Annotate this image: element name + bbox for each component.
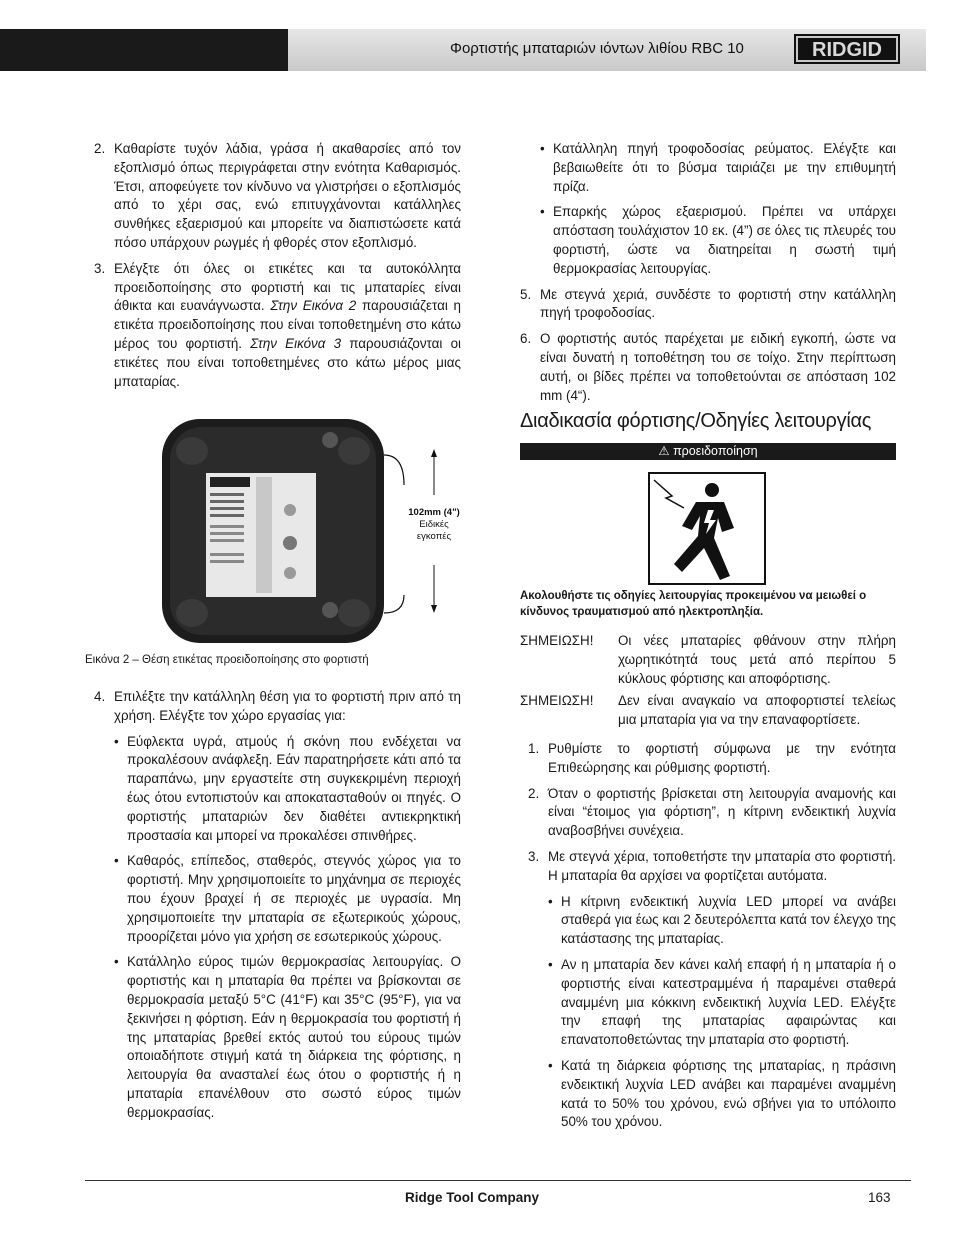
header-black-band: [0, 29, 288, 71]
warning-icon: ⚠: [658, 444, 670, 458]
list-item: 3. Ελέγξτε ότι όλες οι ετικέτες και τα αυτοκόλλητα προειδοποίησης στο φορτιστή και τις μπαταρίες είναι άθικτα και ευανάγνωστα. Στην Εικόνα 2 παρουσιάζεται η ετικέτα προειδοποίησης που είναι τοποθετημένη στο κάτω μέρος του φορτιστή. Στην Εικόνα 3 παρουσιάζονται οι ετικέτες που είναι τοποθετημένες στο κάτω μέρος μιας μπαταρίας.: [94, 260, 461, 389]
list-item: 6. Ο φορτιστής αυτός παρέχεται με ειδική εγκοπή, ώστε να είναι δυνατή η τοποθέτηση του σε τοίχο. Στην περίπτωση αυτή, οι βίδες πρέπει να τοποθετούνται σε απόσταση 102 mm (4“).: [520, 331, 896, 403]
slot-label: εγκοπές: [416, 531, 452, 542]
list-item: 3. Με στεγνά χέρια, τοποθετήστε την μπαταρία στο φορτιστή. Η μπαταρία θα αρχίσει να φορτίζεται αυτόματα.: [528, 848, 896, 883]
figure-caption: Εικόνα 2 – Θέση ετικέτας προειδοποίησης στο φορτιστή: [85, 654, 369, 666]
warning-text: Ακολουθήστε τις οδηγίες λειτουργίας προκειμένου να μειωθεί ο κίνδυνος τραυματισμού από ηλεκτροπληξία.: [520, 590, 867, 618]
bullet-item: • Η κίτρινη ενδεικτική λυχνία LED μπορεί να ανάβει σταθερά για έως και 2 δευτερόλεπτα κατά τον έλεγχο της κατάστασης της μπαταρίας.: [548, 893, 896, 947]
list-item: 1. Ρυθμίστε το φορτιστή σύμφωνα με την ενότητα Επιθεώρησης και ρύθμισης φορτιστή.: [528, 740, 896, 775]
bullet-item: • Αν η μπαταρία δεν κάνει καλή επαφή ή η μπαταρία ή ο φορτιστής είναι κατεστραμμένα ή παραμένει σταθερά αναμμένη μια κόκκινη ενδεικτική λυχνία LED. Ελέγξτε την επαφή της μπαταρίας αφαιρώντας και επανατοποθετώντας την μπαταρία στο φορτιστή.: [548, 956, 896, 1048]
section-title: Διαδικασία φόρτισης/Οδηγίες λειτουργίας: [520, 410, 872, 432]
bullet-item: • Καθαρός, επίπεδος, σταθερός, στεγνός χώρος για το φορτιστή. Μην χρησιμοποιείτε το μηχάνημα σε περιοχές που έχουν βραχεί ή σε περιοχές με υγρασία. Μη χρησιμοποιείτε την μπαταρία σε εξωτερικούς χώρους, προορίζεται μόνο για χρήση σε εσωτερικούς χώρους.: [114, 853, 461, 944]
left-column-lower: [94, 688, 461, 1130]
bullet-list: [114, 733, 461, 1123]
list-item: 2. Όταν ο φορτιστής βρίσκεται στη λειτουργία αναμονής και είναι “έτοιμος για φόρτιση”, η κίτρινη ενδεικτική λυχνία αναβοσβήνει συνέχεια.: [528, 785, 896, 839]
bullet-list: [548, 893, 896, 1133]
electric-shock-icon: [648, 472, 766, 585]
page-number: 163: [868, 1190, 891, 1205]
slot-label: Ειδικές: [419, 519, 449, 530]
note: ΣΗΜΕΙΩΣΗ! Δεν είναι αναγκαίο να αποφορτιστεί τελείως μια μπαταρία για να την επαναφορτίσετε.: [520, 693, 896, 728]
bullet-list: [540, 140, 896, 279]
footer-rule: [85, 1180, 911, 1181]
right-column: [520, 140, 896, 412]
bullet-item: • Κατά τη διάρκεια φόρτισης της μπαταρίας, η πράσινη ενδεικτική λυχνία LED ανάβει και παραμένει αναμμένη κατά το 50% του χρόνου, ενώ σβήνει για το υπόλοιπο 50% του χρόνου.: [548, 1057, 896, 1130]
left-column: [94, 140, 461, 398]
list-item: 4. Επιλέξτε την κατάλληλη θέση για το φορτιστή πριν από τη χρήση. Ελέγξτε τον χώρο εργασίας για:: [94, 689, 461, 723]
svg-text:RIDGID: RIDGID: [812, 39, 882, 61]
bullet-item: • Εύφλεκτα υγρά, ατμούς ή σκόνη που ενδέχεται να προκαλέσουν ανάφλεξη. Εάν παρατηρήσετε κάτι από τα παραπάνω, μην εργαστείτε στη συγκεκριμένη περιοχή έως ότου εντοπιστούν και αποκατασταθούν οι πηγές. Ο φορτιστής μπαταριών δεν διαθέτει αντιεκρηκτική προστασία και μπορεί να προκαλέσει σπινθήρες.: [114, 733, 461, 843]
list-item: 2. Καθαρίστε τυχόν λάδια, γράσα ή ακαθαρσίες από τον εξοπλισμό όπως περιγράφεται στην ενότητα Καθαρισμός. Έτσι, αποφεύγετε τον κίνδυνο να γλιστρήσει ο εξοπλισμός από το χέρι σας, ενώ επιτυγχάνονται κατάλληλες συνθήκες εξαερισμού και μπορείτε να διαπιστώσετε κατά πόσο υπάρχουν ρωγμές ή φθορές στον εξοπλισμό.: [94, 141, 461, 250]
header-title: Φορτιστής μπαταριών ιόντων λιθίου RBC 10: [450, 40, 744, 57]
footer-company: Ridge Tool Company: [405, 1190, 539, 1205]
bullet-item: • Κατάλληλο εύρος τιμών θερμοκρασίας λειτουργίας. Ο φορτιστής και η μπαταρία θα πρέπει να βρίσκονται σε θερμοκρασία μεταξύ 5°C (41°F) και 35°C (95°F), για να ξεκινήσει η φόρτιση. Εάν η θερμοκρασία του φορτιστή ή της μπαταρίας βρεθεί εκτός αυτού του εύρους τιμών οποιαδήποτε στιγμή κατά τη διάρκεια της φόρτισης, η λειτουργία θα ανασταλεί έως ότου ο φορτιστής ή η μπαταρία επανέλθουν στο σωστό εύρος τιμών θερμοκρασίας.: [114, 954, 461, 1120]
bullet-item: • Επαρκής χώρος εξαερισμού. Πρέπει να υπάρχει απόσταση τουλάχιστον 10 εκ. (4”) σε όλες τις πλευρές του φορτιστή, ώστε να διατηρείται η σωστή τιμή θερμοκρασίας λειτουργίας.: [540, 204, 896, 276]
list-item: 5. Με στεγνά χεριά, συνδέστε το φορτιστή στην κατάλληλη πηγή τροφοδοσίας.: [520, 286, 896, 321]
ridgid-logo: [794, 34, 900, 64]
charger-figure: [152, 415, 470, 650]
dimension-label: 102mm (4"): [408, 507, 460, 518]
note: ΣΗΜΕΙΩΣΗ! Οι νέες μπαταρίες φθάνουν στην πλήρη χωρητικότητά τους μετά από περίπου 5 κύκλους φόρτισης και αποφόρτισης.: [520, 633, 896, 686]
warning-banner: ⚠ προειδοποίηση: [520, 443, 896, 460]
bullet-item: • Κατάλληλη πηγή τροφοδοσίας ρεύματος. Ελέγξτε και βεβαιωθείτε ότι το βύσμα ταιριάζει με την επιθυμητή πρίζα.: [540, 141, 896, 194]
right-column-lower: [520, 632, 896, 1139]
